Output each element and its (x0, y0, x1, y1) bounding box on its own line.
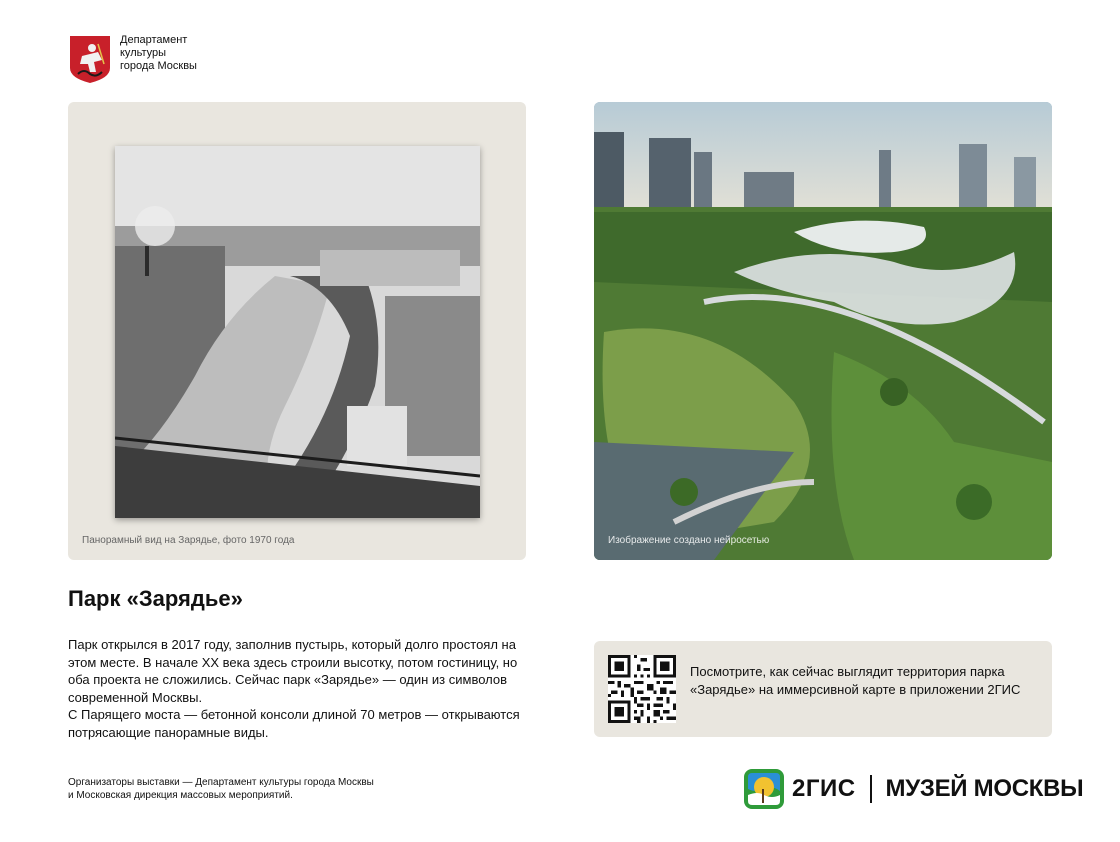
qr-code-icon[interactable] (608, 655, 676, 723)
qr-card (594, 641, 1052, 737)
organizers-note (68, 776, 374, 802)
organizers-line: Организаторы выставки — Департамент культуры города Москвы (68, 777, 374, 788)
ai-render-image (594, 102, 1052, 560)
archival-photo (115, 146, 480, 518)
archival-photo-caption: Панорамный вид на Зарядье, фото 1970 года (82, 535, 295, 546)
panorama-1970-image (115, 146, 480, 518)
article-paragraph: С Парящего моста — бетонной консоли длиной 70 метров — открываются потрясающие панорамные виды. (68, 707, 520, 740)
page-title: Парк «Зарядье» (68, 586, 243, 611)
moscow-coat-of-arms-icon (68, 34, 112, 84)
2gis-logo-text: 2ГИС (792, 775, 856, 802)
logo-divider (870, 775, 872, 803)
partner-logos (744, 768, 1083, 810)
organizers-line: и Московская дирекция массовых мероприятий. (68, 790, 293, 801)
museum-of-moscow-logo: МУЗЕЙ МОСКВЫ (885, 775, 1084, 802)
archival-photo-card (68, 102, 526, 560)
department-name: Департамент культуры города Москвы (120, 34, 197, 72)
qr-description: Посмотрите, как сейчас выглядит территория парка «Зарядье» на иммерсивной карте в приложении 2ГИС (690, 664, 1021, 697)
article-paragraph: Парк открылся в 2017 году, заполнив пустырь, который долго простоял на этом месте. В начале XX века здесь строили высотку, потом гостиницу, но оба проекта не сложились. Сейчас парк «Зарядье» — один из символов современной Москвы. (68, 637, 518, 705)
article-body (68, 636, 528, 741)
ai-render-caption: Изображение создано нейросетью (608, 535, 770, 546)
header (68, 34, 197, 84)
ai-render-card (594, 102, 1052, 560)
2gis-logo-icon (744, 769, 784, 809)
